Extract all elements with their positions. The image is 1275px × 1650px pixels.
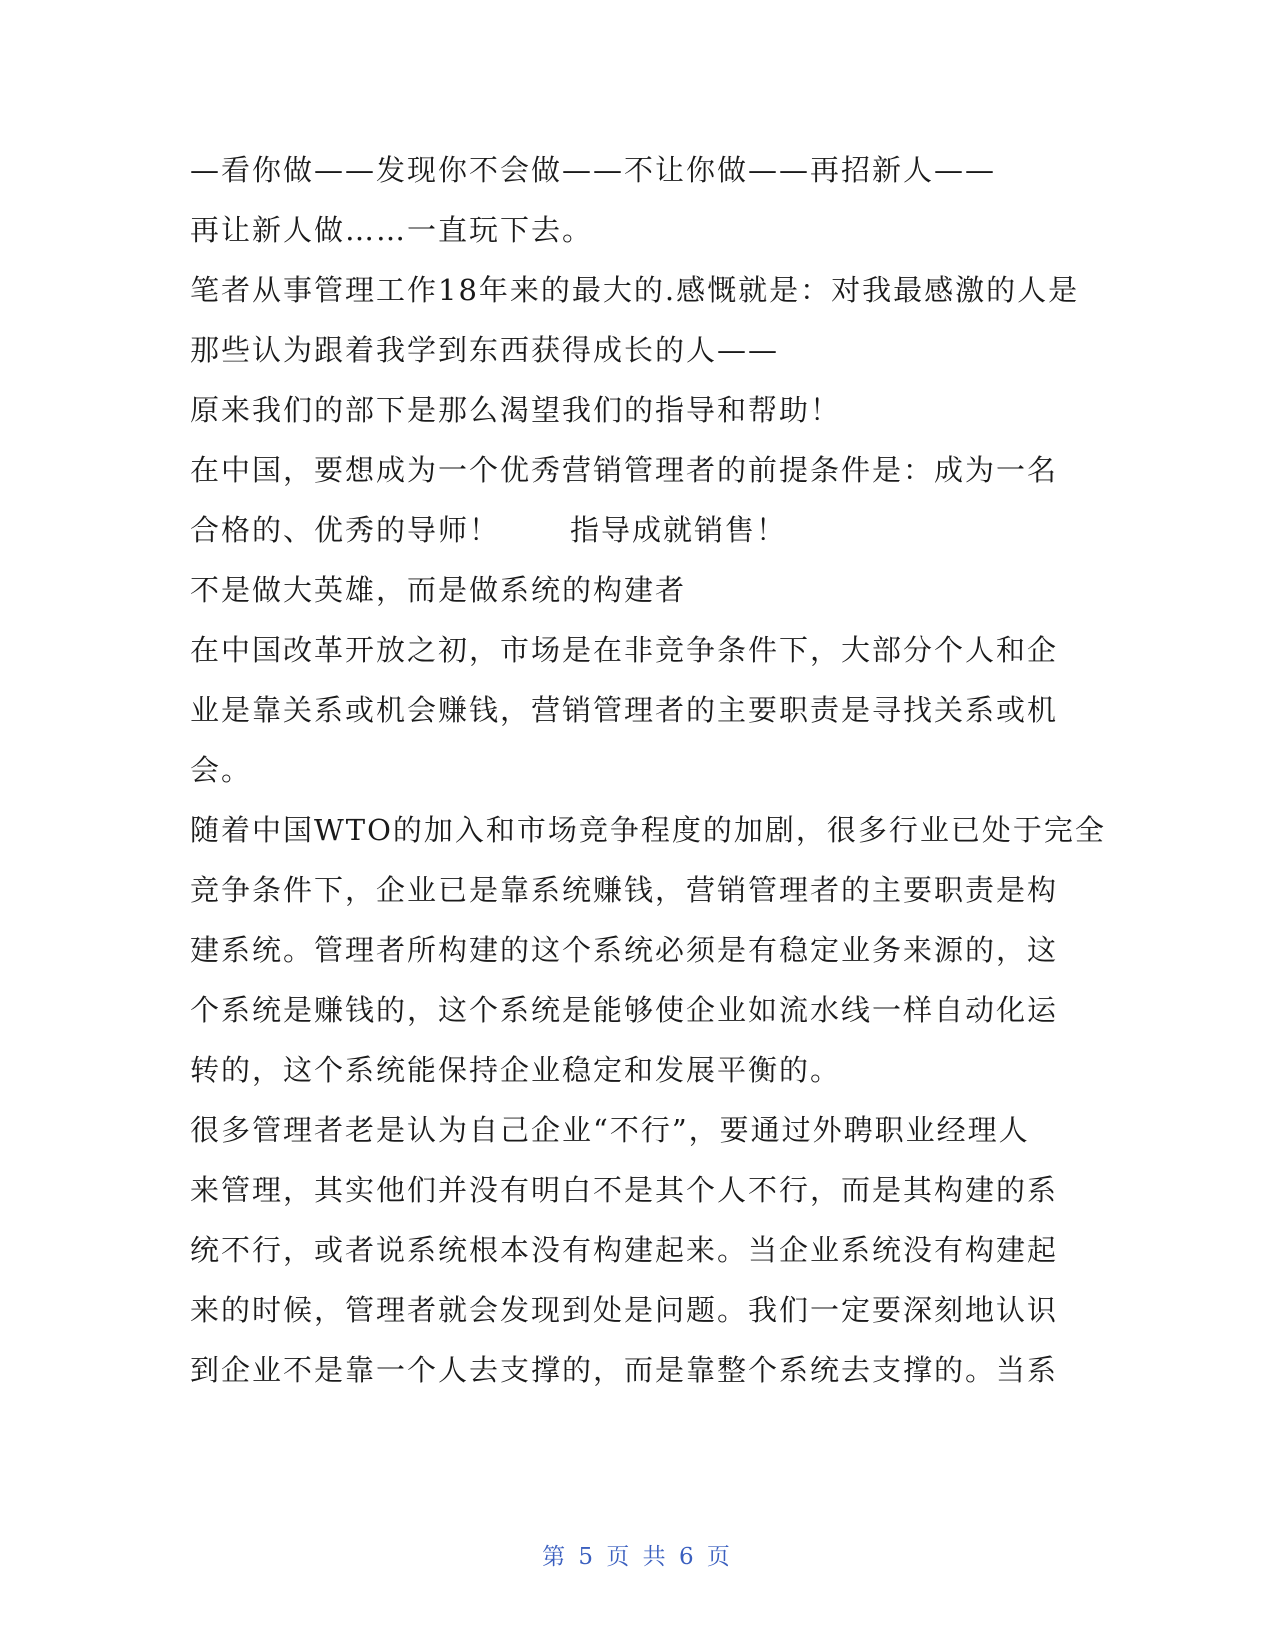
text-line: 来的时候，管理者就会发现到处是问题。我们一定要深刻地认识 bbox=[190, 1293, 1059, 1327]
document-body bbox=[190, 140, 1106, 1400]
text-line: 随着中国WTO的加入和市场竞争程度的加剧，很多行业已处于完全 bbox=[190, 813, 1106, 847]
text-line: 很多管理者老是认为自己企业“不行”，要通过外聘职业经理人 bbox=[190, 1113, 1030, 1147]
section-heading: 不是做大英雄，而是做系统的构建者 bbox=[190, 573, 687, 607]
text-line: 那些认为跟着我学到东西获得成长的人—— bbox=[190, 333, 780, 367]
text-line: 转的，这个系统能保持企业稳定和发展平衡的。 bbox=[190, 1053, 842, 1087]
text-line: 在中国改革开放之初，市场是在非竞争条件下，大部分个人和企 bbox=[190, 633, 1059, 667]
text-fragment: 合格的、优秀的导师！ bbox=[190, 513, 501, 547]
text-line: 再让新人做……一直玩下去。 bbox=[190, 213, 594, 247]
text-line: 会。 bbox=[190, 753, 253, 787]
text-line: 到企业不是靠一个人去支撑的，而是靠整个系统去支撑的。当系 bbox=[190, 1353, 1059, 1387]
text-line: 原来我们的部下是那么渴望我们的指导和帮助！ bbox=[190, 393, 842, 427]
text-line: 建系统。管理者所构建的这个系统必须是有稳定业务来源的，这 bbox=[190, 933, 1059, 967]
text-line: 个系统是赚钱的，这个系统是能够使企业如流水线一样自动化运 bbox=[190, 993, 1059, 1027]
text-line: 统不行，或者说系统根本没有构建起来。当企业系统没有构建起 bbox=[190, 1233, 1059, 1267]
text-line: 竞争条件下，企业已是靠系统赚钱，营销管理者的主要职责是构 bbox=[190, 873, 1059, 907]
text-line: —看你做——发现你不会做——不让你做——再招新人—— bbox=[190, 153, 997, 187]
text-line: 来管理，其实他们并没有明白不是其个人不行，而是其构建的系 bbox=[190, 1173, 1059, 1207]
text-line: 笔者从事管理工作18年来的最大的.感慨就是：对我最感激的人是 bbox=[190, 273, 1080, 307]
text-line: 在中国，要想成为一个优秀营销管理者的前提条件是：成为一名 bbox=[190, 453, 1059, 487]
page-footer: 第 5 页 共 6 页 bbox=[542, 1544, 733, 1570]
text-fragment: 指导成就销售！ bbox=[570, 513, 788, 547]
text-line-composite bbox=[190, 500, 1090, 560]
text-line: 业是靠关系或机会赚钱，营销管理者的主要职责是寻找关系或机 bbox=[190, 693, 1059, 727]
